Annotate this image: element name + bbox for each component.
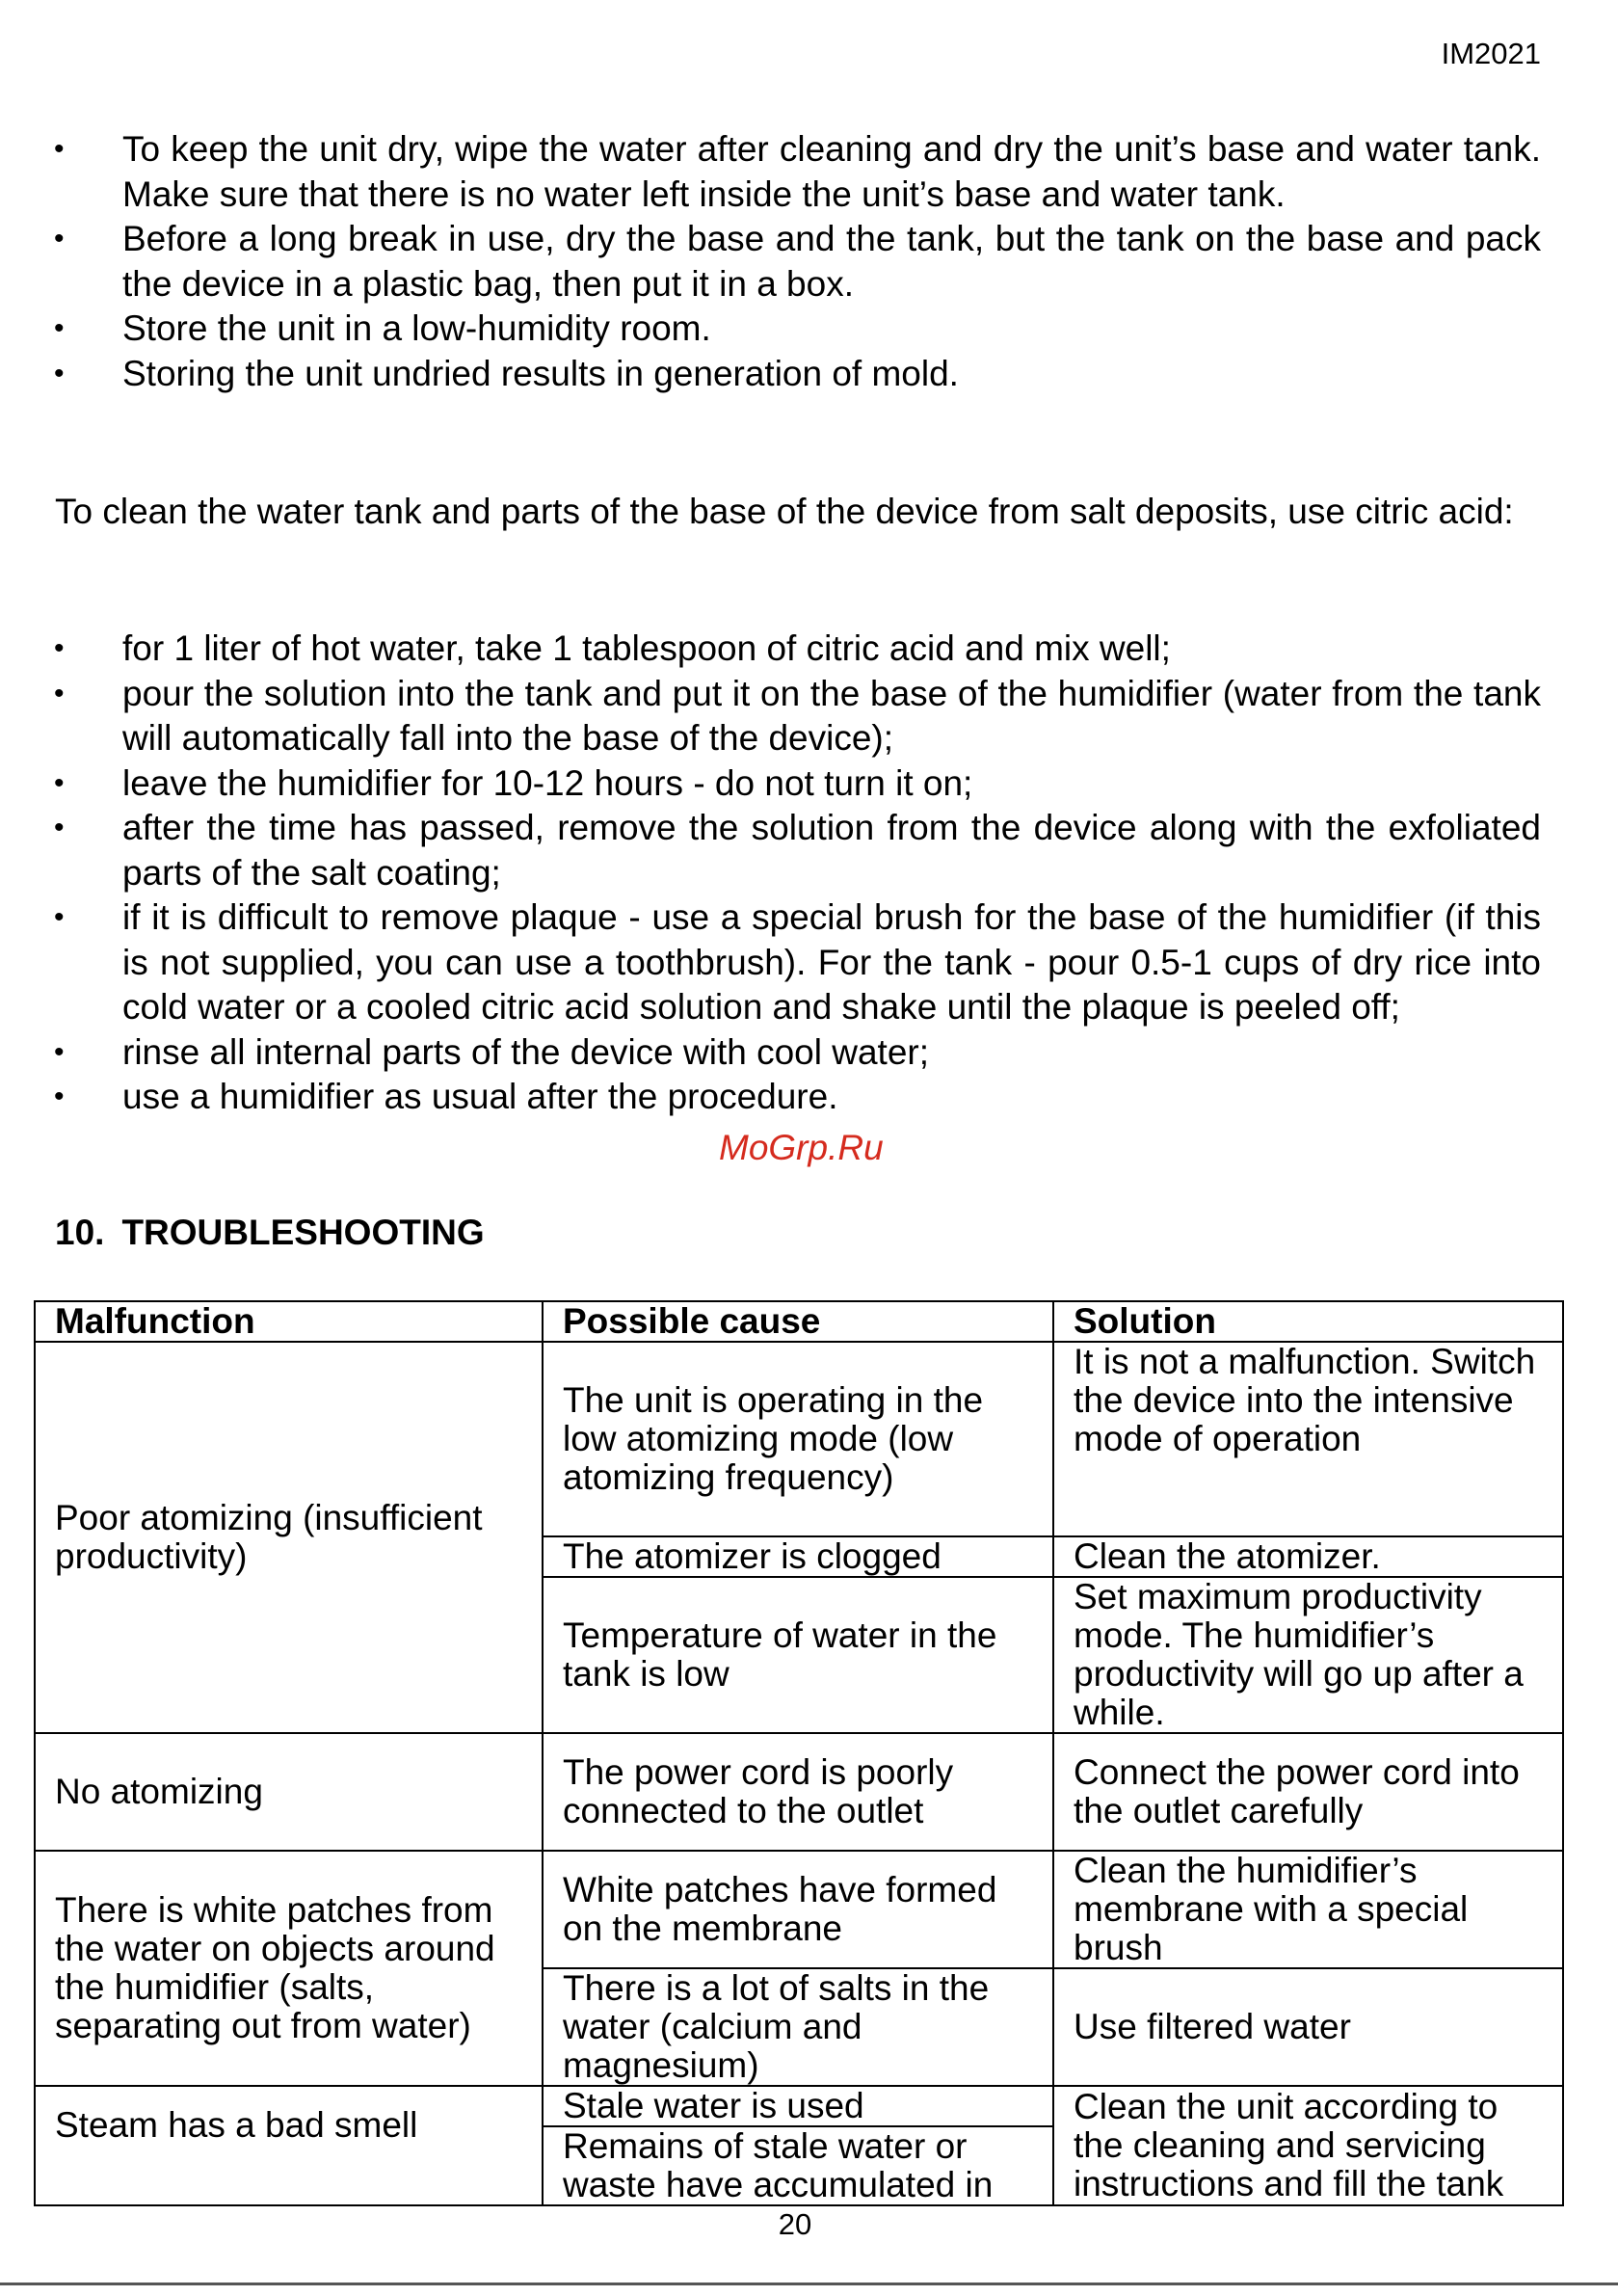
page-number: 20 [778,2207,812,2241]
section-number: 10. [55,1213,105,1252]
list-item: • if it is difficult to remove plaque - use a special brush for the base of the humidifier (if this is not supplied, you can use a toothbrush). For the tank - pour 0.5-1 cups of dry rice into cold water or a cooled citric acid solution and shake until the plaque is peeled off; [0,895,1618,1030]
bottom-rule [0,2283,1618,2285]
care-bullet-list [0,127,1618,396]
solution-cell: Clean the unit according to the cleaning and servicing instructions and fill the tank [1053,2086,1563,2205]
table-row [35,2086,1563,2126]
list-item: • after the time has passed, remove the solution from the device along with the exfoliated parts of the salt coating; [0,806,1618,895]
cause-cell: Temperature of water in the tank is low [543,1577,1053,1733]
descale-step-list [0,627,1618,1120]
solution-cell: Clean the humidifier’s membrane with a special brush [1053,1851,1563,1968]
section-title: TROUBLESHOOTING [121,1213,485,1252]
model-number: IM2021 [1441,37,1541,70]
table-row [35,1733,1563,1851]
list-item: • leave the humidifier for 10-12 hours - do not turn it on; [0,761,1618,807]
malfunction-cell: There is white patches from the water on objects around the humidifier (salts, separating out from water) [35,1851,543,2086]
solution-cell: Set maximum productivity mode. The humidifier’s productivity will go up after a while. [1053,1577,1563,1733]
malfunction-cell: Poor atomizing (insufficient productivity) [35,1342,543,1733]
cause-cell: The power cord is poorly connected to the outlet [543,1733,1053,1851]
list-item: • Storing the unit undried results in generation of mold. [0,352,1618,397]
cause-cell: White patches have formed on the membrane [543,1851,1053,1968]
table-row [35,1851,1563,1968]
list-item: • Store the unit in a low-humidity room. [0,307,1618,352]
solution-cell: It is not a malfunction. Switch the device into the intensive mode of operation [1053,1342,1563,1536]
troubleshooting-table [34,1300,1564,2206]
malfunction-cell: Steam has a bad smell [35,2086,543,2205]
cause-cell: The atomizer is clogged [543,1536,1053,1577]
list-item: • Before a long break in use, dry the base and the tank, but the tank on the base and pack the device in a plastic bag, then put it in a box. [0,217,1618,307]
list-item: • To keep the unit dry, wipe the water after cleaning and dry the unit’s base and water tank. Make sure that there is no water left inside the unit’s base and water tank. [0,127,1618,217]
list-item: • for 1 liter of hot water, take 1 tablespoon of citric acid and mix well; [0,627,1618,672]
cause-cell: Remains of stale water or waste have accumulated in [543,2126,1053,2205]
solution-cell: Use filtered water [1053,1968,1563,2086]
table-row [35,1342,1563,1536]
cause-cell: There is a lot of salts in the water (calcium and magnesium) [543,1968,1053,2086]
cause-cell: Stale water is used [543,2086,1053,2126]
header-solution: Solution [1053,1301,1563,1342]
cause-cell: The unit is operating in the low atomizing mode (low atomizing frequency) [543,1342,1053,1536]
solution-cell: Clean the atomizer. [1053,1536,1563,1577]
solution-cell: Connect the power cord into the outlet carefully [1053,1733,1563,1851]
descale-intro: To clean the water tank and parts of the base of the device from salt deposits, use citric acid: [55,492,1514,531]
list-item: • rinse all internal parts of the device with cool water; [0,1030,1618,1076]
watermark: MoGrp.Ru [719,1128,884,1167]
header-possible-cause: Possible cause [543,1301,1053,1342]
list-item: • pour the solution into the tank and put it on the base of the humidifier (water from the tank will automatically fall into the base of the device); [0,672,1618,761]
malfunction-cell: No atomizing [35,1733,543,1851]
table-header-row [35,1301,1563,1342]
header-malfunction: Malfunction [35,1301,543,1342]
list-item: • use a humidifier as usual after the procedure. [0,1075,1618,1120]
section-heading [55,1213,485,1253]
